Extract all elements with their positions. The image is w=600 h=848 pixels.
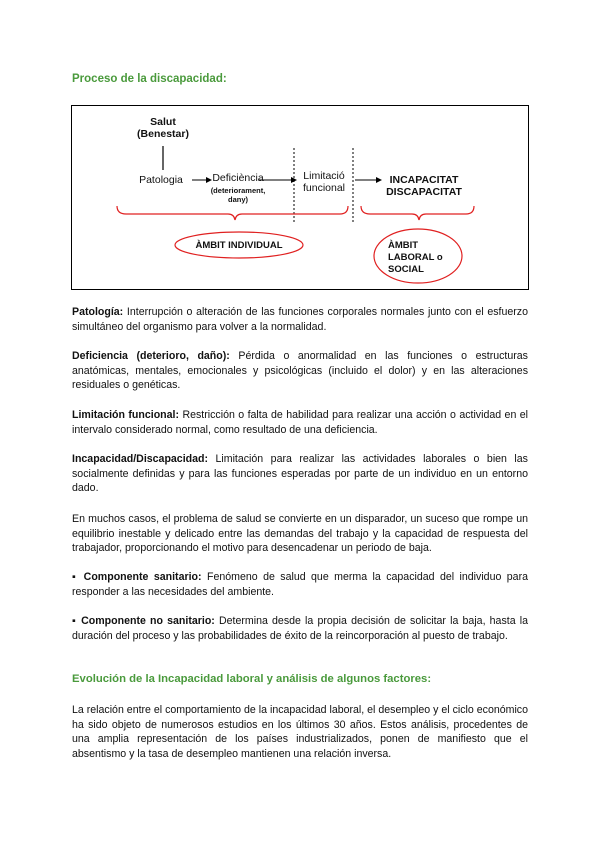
bracket-individual — [117, 206, 348, 220]
definition-limitacion — [72, 408, 528, 437]
definition-deficiencia — [72, 349, 528, 393]
patologia-label: Patologia — [139, 174, 183, 186]
incapacitat-text: INCAPACITAT — [389, 174, 459, 186]
ambit-laboral-label — [388, 240, 458, 276]
deficiencia-sub2: dany) — [227, 195, 248, 204]
component-term: ▪ Componente sanitario: — [72, 571, 202, 583]
salut-label — [128, 116, 198, 140]
incapacitat-label — [378, 174, 470, 198]
definition-term: Limitación funcional: — [72, 409, 180, 421]
ambit-laboral-text-1: ÀMBIT — [388, 240, 419, 251]
section-title-evolucion: Evolución de la Incapacidad laboral y análisis de algunos factores: — [72, 673, 432, 685]
definition-term: Incapacidad/Discapacidad: — [72, 453, 209, 465]
component-text: Determina desde la propia decisión de solicitar la baja, hasta la duración del proceso y las probabilidades de éxito de la reincorporación al puesto de trabajo. — [72, 615, 528, 642]
component-sanitario — [72, 570, 528, 599]
definition-text: Interrupción o alteración de las funciones corporales normales junto con el esfuerzo simultáneo del organismo para volver a la normalidad. — [72, 306, 528, 333]
component-term: ▪ Componente no sanitario: — [72, 615, 215, 627]
ambit-laboral-text-2: LABORAL o — [388, 252, 443, 263]
salut-text: Salut — [150, 116, 176, 128]
definition-text: Pérdida o anormalidad en las funciones o estructuras anatómicas, mentales, emocionales y psicológicas (incluido el dolor) y en las alteraciones residuales o genéticas. — [72, 350, 528, 392]
definition-term: Deficiencia (deterioro, daño): — [72, 350, 230, 362]
ambit-laboral-text-3: SOCIAL — [388, 264, 424, 275]
ambit-individual-label: ÀMBIT INDIVIDUAL — [195, 240, 283, 251]
section-title-proceso: Proceso de la discapacidad: — [72, 73, 227, 85]
component-no-sanitario — [72, 614, 528, 643]
paragraph-evolucion: La relación entre el comportamiento de la incapacidad laboral, el desempleo y el ciclo económico ha sido objeto de numerosos estudios en los últimos 30 años. Estos análisis, procedentes de una amplia representación de los países industrializados, ponen de manifiesto que el absentismo y la tasa de desempleo mantienen una relación inversa. — [72, 704, 528, 760]
limitacio-text-2: funcional — [302, 182, 346, 194]
deficiencia-sub1: (deteriorament, — [210, 186, 266, 195]
bracket-laboral — [361, 206, 474, 220]
definition-text: Restricción o falta de habilidad para realizar una acción o actividad en el intervalo considerado normal, como resultado de una deficiencia. — [72, 409, 529, 436]
limitacio-label — [294, 170, 354, 194]
limitacio-text-1: Limitació — [303, 170, 345, 182]
definition-incapacidad — [72, 452, 528, 496]
benestar-text: (Benestar) — [137, 128, 189, 140]
component-text: Fenómeno de salud que merma la capacidad del individuo para responder a las necesidades del ambiente. — [72, 571, 528, 598]
definition-patologia — [72, 305, 528, 334]
discapacitat-text: DISCAPACITAT — [386, 186, 462, 198]
definition-term: Patología: — [72, 306, 124, 318]
definition-text: Limitación para realizar las actividades laborales o bien las socialmente definidas y para las funciones esperadas por parte de un individuo en un entorno dado. — [72, 453, 528, 495]
deficiencia-label: Deficiència — [212, 172, 264, 184]
paragraph-disparador: En muchos casos, el problema de salud se convierte en un disparador, un suceso que rompe un equilibrio inestable y delicado entre las demandas del trabajo y la capacidad de respuesta del trabajador, proporcionando el motivo para desencadenar un periodo de baja. — [72, 513, 528, 555]
